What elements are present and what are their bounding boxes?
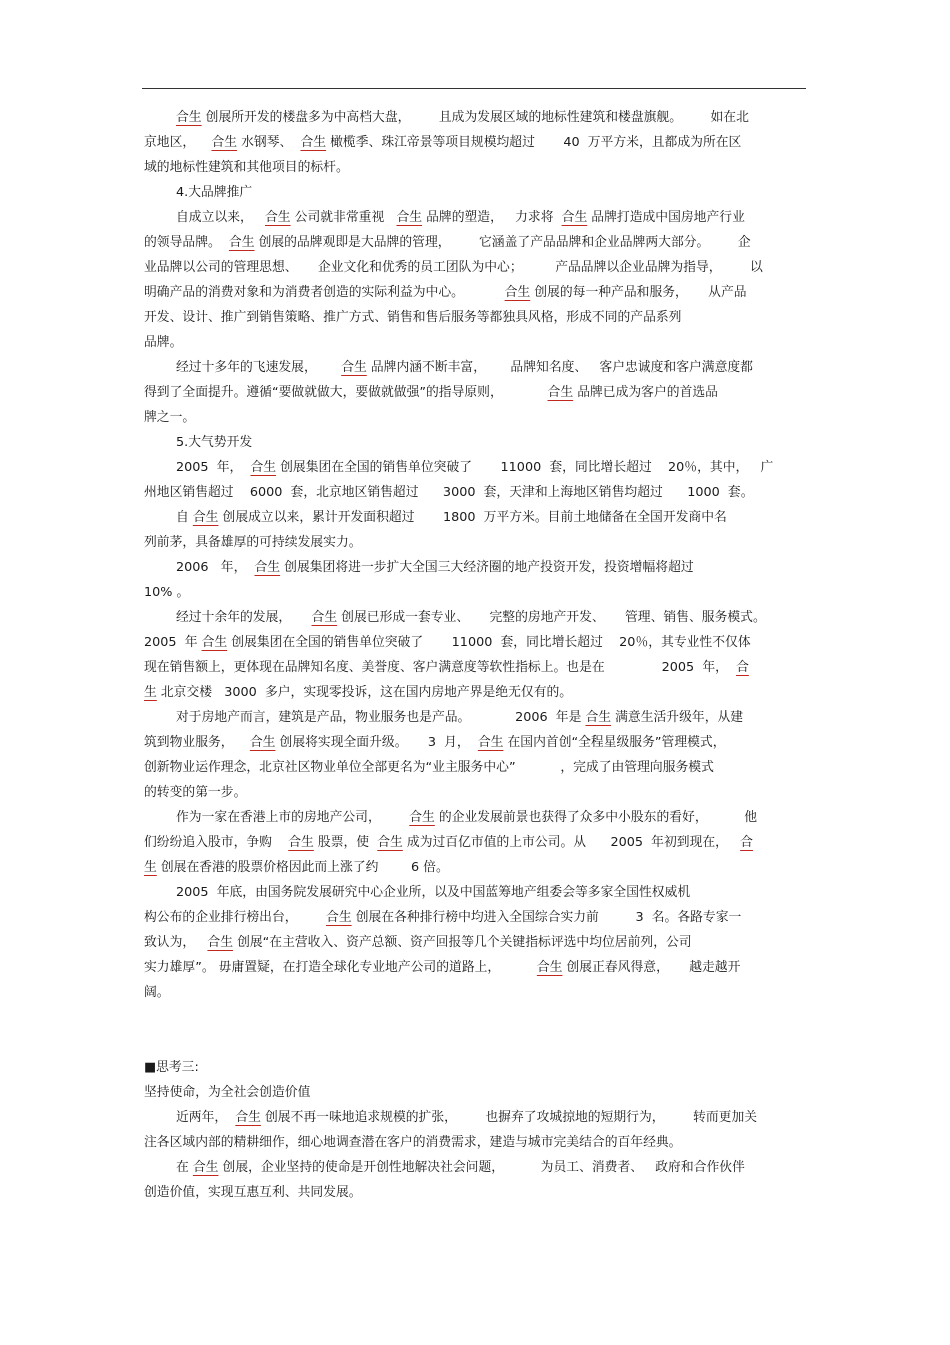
text-line — [144, 882, 840, 904]
brand-name: 合生 — [176, 110, 202, 125]
text-run: 经过十多年的飞速发展， — [176, 360, 342, 375]
header-rule — [142, 88, 806, 89]
text-run: 实力雄厚”。 毋庸置疑，在打造全球化专业地产公司的道路上， — [144, 960, 537, 975]
text-run: 创造价值，实现互惠互利、共同发展。 — [144, 1185, 362, 1200]
text-line — [144, 307, 808, 329]
brand-name: 合生 — [250, 460, 277, 475]
text-run: 创展不再一味地追求规模的扩张， 也摒弃了攻城掠地的短期行为， 转而更加关 — [260, 1110, 758, 1125]
text-line — [144, 232, 808, 254]
text-run: 域的地标性建筑和其他项目的标杆。 — [144, 160, 349, 175]
text-run: 阔。 — [144, 985, 170, 1000]
text-line — [144, 782, 808, 804]
text-run: 牌之一。 — [144, 410, 196, 425]
brand-name: 合生 — [341, 360, 367, 375]
text-run: 创展所开发的楼盘多为中高档大盘， 且成为发展区域的地标性建筑和楼盘旗舰。 如在北 — [201, 110, 749, 125]
text-run: 品牌的塑造， 力求将 — [422, 210, 562, 225]
text-run: 作为一家在香港上市的房地产公司， — [176, 810, 410, 825]
text-line — [144, 1107, 840, 1129]
text-run: 的领导品牌。 — [144, 235, 229, 250]
brand-name: 合生 — [249, 735, 276, 750]
brand-name: 合生 — [326, 910, 352, 925]
text-line — [144, 957, 808, 979]
text-run: 创展在各种排行榜中均进入全国综合实力前 3 名。各路专家一 — [351, 910, 742, 925]
text-line — [144, 332, 808, 354]
brand-name: 合生 — [377, 835, 403, 850]
text-run: 创展，企业坚持的使命是开创性地解决社会问题， 为员工、消费者、 政府和合作伙伴 — [218, 1160, 745, 1175]
brand-name: 合 — [736, 660, 749, 675]
text-line — [144, 457, 840, 479]
text-run: 创展集团在全国的销售单位突破了 11000 套，同比增长超过 20％，其专业性不仅体 — [227, 635, 751, 650]
text-run: 注各区域内部的精耕细作，细心地调查潜在客户的消费需求，建造与城市完美结合的百年经典。 — [144, 1135, 682, 1150]
text-line — [144, 932, 808, 954]
text-run: 创展在香港的股票价格因此而上涨了约 6 倍。 — [156, 860, 449, 875]
text-line — [144, 282, 808, 304]
text-run: 在 — [176, 1160, 193, 1175]
text-run: 致认为， — [144, 935, 208, 950]
brand-name: 合生 — [547, 385, 574, 400]
text-run: 在国内首创“全程星级服务”管理模式， — [503, 735, 726, 750]
text-run: 坚持使命，为全社会创造价值 — [144, 1085, 311, 1100]
brand-name: 合生 — [504, 285, 531, 300]
text-run: 经过十余年的发展， — [176, 610, 312, 625]
text-line — [144, 182, 840, 204]
text-line — [144, 582, 808, 604]
text-run: 构公布的企业排行榜出台， — [144, 910, 327, 925]
text-line — [144, 1132, 808, 1154]
text-run: 近两年， — [176, 1110, 236, 1125]
text-line — [144, 907, 808, 929]
brand-name: 合生 — [409, 810, 435, 825]
text-line — [144, 132, 808, 154]
text-line — [144, 382, 808, 404]
text-line — [144, 807, 840, 829]
brand-name: 合生 — [192, 510, 219, 525]
brand-name: 合生 — [311, 610, 338, 625]
brand-name: 合生 — [585, 710, 612, 725]
text-line — [144, 732, 808, 754]
text-run: 筑到物业服务， — [144, 735, 250, 750]
text-run: 得到了全面提升。遵循“要做就做大，要做就做强”的指导原则， — [144, 385, 548, 400]
text-run: 水钢琴、 — [237, 135, 301, 150]
text-run: 品牌。 — [144, 335, 183, 350]
text-run: 列前茅，具备雄厚的可持续发展实力。 — [144, 535, 362, 550]
text-run: 4.大品牌推广 — [176, 185, 253, 200]
text-line — [144, 532, 808, 554]
text-run: 公司就非常重视 — [290, 210, 397, 225]
text-run: 创展将实现全面升级。 3 月， — [275, 735, 478, 750]
text-run: 业品牌以公司的管理思想、 企业文化和优秀的员工团队为中心； 产品品牌以企业品牌为指导， 以 — [144, 260, 763, 275]
text-run: 股票，使 — [313, 835, 378, 850]
text-run: 创展的每一种产品和服务， 从产品 — [530, 285, 747, 300]
text-line — [144, 682, 808, 704]
brand-name: 合生 — [288, 835, 314, 850]
text-line — [144, 557, 840, 579]
text-run: 们纷纷追入股市，争购 — [144, 835, 289, 850]
text-run: 10% 。 — [144, 585, 190, 600]
text-run: 创展的品牌观即是大品牌的管理， 它涵盖了产品品牌和企业品牌两大部分。 企 — [254, 235, 751, 250]
brand-name: 合 — [740, 835, 753, 850]
brand-name: 合生 — [235, 1110, 261, 1125]
text-run: 品牌打造成中国房地产行业 — [587, 210, 745, 225]
brand-name: 合生 — [561, 210, 588, 225]
text-line — [144, 257, 808, 279]
text-run: 自成立以来， — [176, 210, 265, 225]
brand-name: 合生 — [536, 960, 563, 975]
text-run: 自 — [176, 510, 193, 525]
text-line — [144, 1057, 808, 1079]
text-run: 橄榄季、珠江帝景等项目规模均超过 40 万平方米，且都成为所在区 — [326, 135, 742, 150]
text-line — [144, 207, 840, 229]
text-run: 创展集团将进一步扩大全国三大经济圈的地产投资开发，投资增幅将超过 — [280, 560, 694, 575]
brand-name: 合生 — [265, 210, 291, 225]
text-run: 2006 年， — [176, 560, 255, 575]
text-run: ■思考三: — [144, 1060, 199, 1075]
text-line — [144, 632, 808, 654]
text-line — [144, 982, 808, 1004]
text-run: 2005 年， — [176, 460, 251, 475]
brand-name: 合生 — [254, 560, 281, 575]
text-run: 满意生活升级年，从建 — [611, 710, 744, 725]
text-run: 2005 年底，由国务院发展研究中心企业所，以及中国蓝筹地产组委会等多家全国性权威机 — [176, 885, 691, 900]
text-line — [144, 482, 808, 504]
text-line — [144, 107, 840, 129]
text-run: 北京交楼 3000 多户，实现零投诉，这在国内房地产界是绝无仅有的。 — [156, 685, 573, 700]
brand-name: 合生 — [300, 135, 327, 150]
text-line — [144, 407, 808, 429]
text-line — [144, 157, 808, 179]
text-run: 2005 年 — [144, 635, 202, 650]
text-run: 的企业发展前景也获得了众多中小股东的看好， 他 — [434, 810, 758, 825]
brand-name: 合生 — [477, 735, 504, 750]
brand-name: 生 — [144, 860, 157, 875]
brand-name: 合生 — [396, 210, 423, 225]
text-line — [144, 757, 808, 779]
brand-name: 合生 — [211, 135, 238, 150]
brand-name: 合生 — [207, 935, 233, 950]
brand-name: 生 — [144, 685, 157, 700]
text-run: 创展成立以来，累计开发面积超过 1800 万平方米。目前土地储备在全国开发商中名 — [218, 510, 727, 525]
text-run: 京地区， — [144, 135, 212, 150]
text-line — [144, 657, 808, 679]
text-line — [144, 607, 840, 629]
text-run: 创新物业运作理念，北京社区物业单位全部更名为“业主服务中心” ，完成了由管理向服务模式 — [144, 760, 714, 775]
text-run: 州地区销售超过 6000 套，北京地区销售超过 3000 套，天津和上海地区销售均超过 1000 套。 — [144, 485, 754, 500]
text-run: 创展正春风得意， 越走越开 — [562, 960, 741, 975]
text-run: 对于房地产而言，建筑是产品，物业服务也是产品。 2006 年是 — [176, 710, 586, 725]
text-run: 创展已形成一套专业、 完整的房地产开发、 管理、销售、服务模式。 — [337, 610, 766, 625]
text-line — [144, 357, 840, 379]
text-line — [144, 1182, 808, 1204]
text-line — [144, 432, 840, 454]
text-run: 的转变的第一步。 — [144, 785, 247, 800]
text-line — [144, 1082, 808, 1104]
text-run: 品牌内涵不断丰富， 品牌知名度、 客户忠诚度和客户满意度都 — [366, 360, 753, 375]
brand-name: 合生 — [201, 635, 228, 650]
text-run: 创展集团在全国的销售单位突破了 11000 套，同比增长超过 20％，其中， 广 — [276, 460, 774, 475]
text-run: 品牌已成为客户的首选品 — [573, 385, 718, 400]
text-line — [144, 1157, 840, 1179]
text-line — [144, 857, 808, 879]
text-line — [144, 707, 840, 729]
text-run: 成为过百亿市值的上市公司。从 2005 年初到现在， — [402, 835, 741, 850]
brand-name: 合生 — [192, 1160, 219, 1175]
text-run: 5.大气势开发 — [176, 435, 253, 450]
text-run: 现在销售额上，更体现在品牌知名度、美誉度、客户满意度等软性指标上。也是在 2005 年， — [144, 660, 737, 675]
text-run: 明确产品的消费对象和为消费者创造的实际利益为中心。 — [144, 285, 505, 300]
text-line — [144, 507, 840, 529]
text-run: 开发、设计、推广到销售策略、推广方式、销售和售后服务等都独具风格，形成不同的产品系列 — [144, 310, 682, 325]
text-line — [144, 832, 808, 854]
text-run: 创展“在主营收入、资产总额、资产回报等几个关键指标评选中均位居前列，公司 — [233, 935, 692, 950]
brand-name: 合生 — [228, 235, 255, 250]
